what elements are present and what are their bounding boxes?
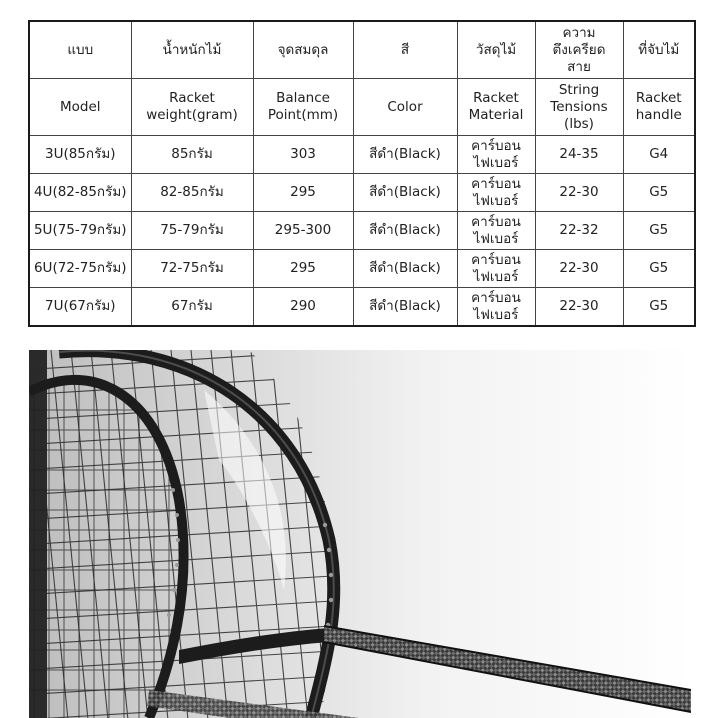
- cell-handle: G5: [623, 212, 695, 250]
- cell-weight: 82-85กรัม: [131, 174, 253, 212]
- header-material-thai: วัสดุไม้: [457, 21, 535, 79]
- cell-handle: G4: [623, 136, 695, 174]
- header-handle-english: Racket handle: [623, 79, 695, 136]
- cell-material: คาร์บอน ไฟเบอร์: [457, 174, 535, 212]
- cell-handle: G5: [623, 174, 695, 212]
- cell-tension: 24-35: [535, 136, 623, 174]
- cell-material: คาร์บอน ไฟเบอร์: [457, 212, 535, 250]
- cell-color: สีดำ(Black): [353, 136, 457, 174]
- header-tension-english: String Tensions (lbs): [535, 79, 623, 136]
- table-row: [29, 174, 695, 212]
- cell-handle: G5: [623, 250, 695, 288]
- cell-tension: 22-32: [535, 212, 623, 250]
- cell-color: สีดำ(Black): [353, 250, 457, 288]
- cell-weight: 85กรัม: [131, 136, 253, 174]
- table-row: [29, 136, 695, 174]
- table-row: [29, 288, 695, 327]
- header-material-english: Racket Material: [457, 79, 535, 136]
- cell-tension: 22-30: [535, 174, 623, 212]
- header-balance-thai: จุดสมดุล: [253, 21, 353, 79]
- racket-photo: [29, 350, 691, 718]
- header-weight-english: Racket weight(gram): [131, 79, 253, 136]
- cell-model: 3U(85กรัม): [29, 136, 131, 174]
- cell-weight: 75-79กรัม: [131, 212, 253, 250]
- cell-material: คาร์บอน ไฟเบอร์: [457, 288, 535, 327]
- cell-model: 4U(82-85กรัม): [29, 174, 131, 212]
- header-color-english: Color: [353, 79, 457, 136]
- cell-color: สีดำ(Black): [353, 174, 457, 212]
- cell-model: 7U(67กรัม): [29, 288, 131, 327]
- cell-tension: 22-30: [535, 250, 623, 288]
- cell-color: สีดำ(Black): [353, 288, 457, 327]
- cell-handle: G5: [623, 288, 695, 327]
- cell-weight: 67กรัม: [131, 288, 253, 327]
- cell-balance: 295: [253, 250, 353, 288]
- cell-balance: 303: [253, 136, 353, 174]
- cell-balance: 295-300: [253, 212, 353, 250]
- cell-tension: 22-30: [535, 288, 623, 327]
- table-row: [29, 212, 695, 250]
- header-tension-thai: ความ ตึงเครียด สาย: [535, 21, 623, 79]
- header-model-english: Model: [29, 79, 131, 136]
- cell-weight: 72-75กรัม: [131, 250, 253, 288]
- cell-balance: 290: [253, 288, 353, 327]
- table-row: [29, 250, 695, 288]
- header-balance-english: Balance Point(mm): [253, 79, 353, 136]
- cell-material: คาร์บอน ไฟเบอร์: [457, 250, 535, 288]
- header-model-thai: แบบ: [29, 21, 131, 79]
- header-handle-thai: ที่จับไม้: [623, 21, 695, 79]
- cell-balance: 295: [253, 174, 353, 212]
- racket-spec-table: [28, 20, 696, 327]
- header-row-english: [29, 79, 695, 136]
- cell-model: 6U(72-75กรัม): [29, 250, 131, 288]
- header-row-thai: [29, 21, 695, 79]
- header-weight-thai: น้ำหนักไม้: [131, 21, 253, 79]
- cell-material: คาร์บอน ไฟเบอร์: [457, 136, 535, 174]
- cell-color: สีดำ(Black): [353, 212, 457, 250]
- cell-model: 5U(75-79กรัม): [29, 212, 131, 250]
- header-color-thai: สี: [353, 21, 457, 79]
